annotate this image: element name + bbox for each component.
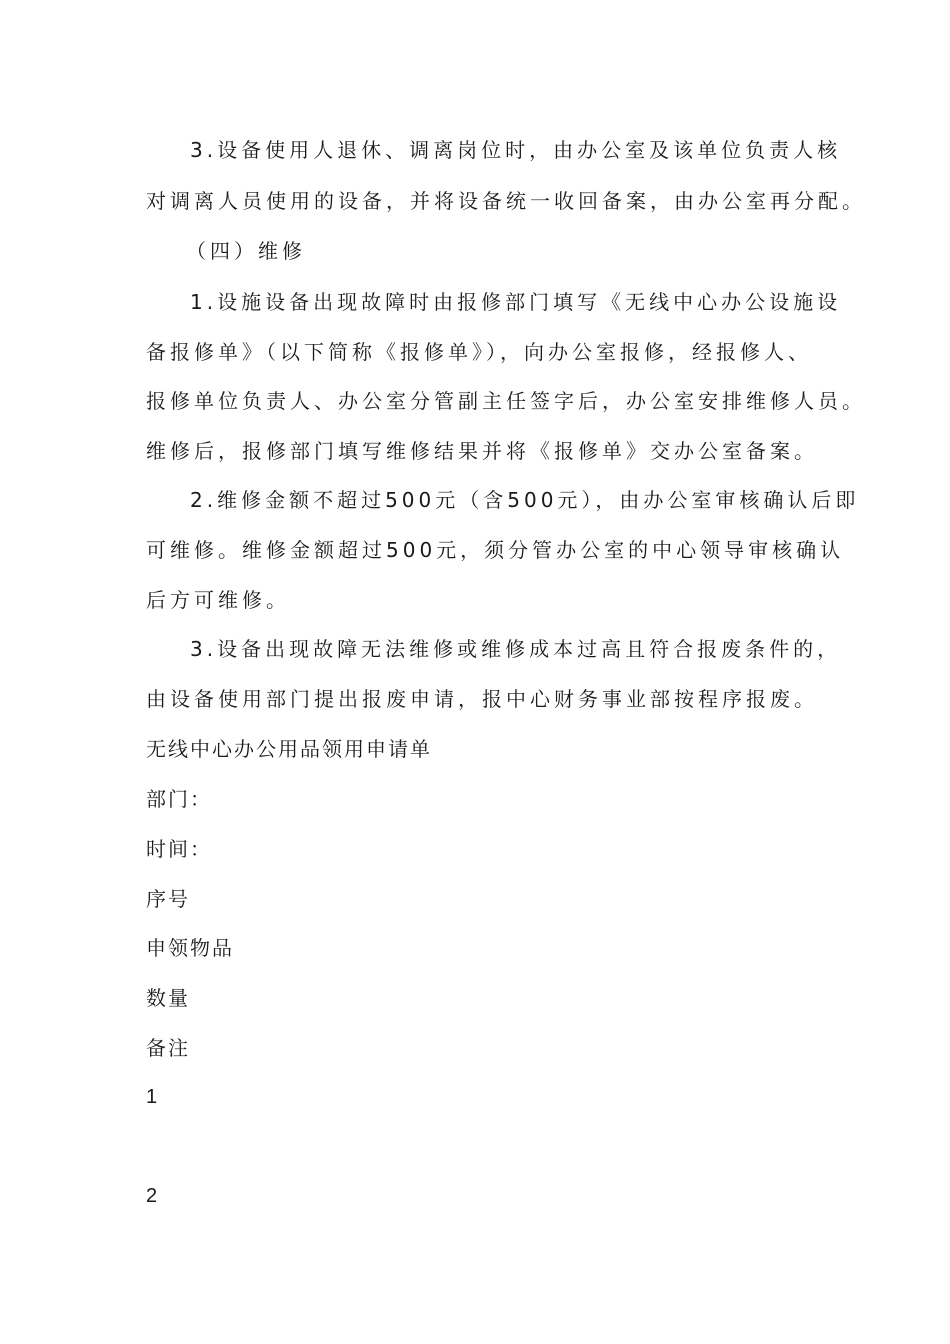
- column-header-item: 申领物品: [146, 936, 234, 960]
- para-repair-3-line-2: 由设备使用部门提出报废申请，报中心财务事业部按程序报废。: [146, 687, 818, 711]
- table-row-index-2: 2: [146, 1185, 158, 1207]
- para-repair-2-line-2: 可维修。维修金额超过500元，须分管办公室的中心领导审核确认: [146, 538, 845, 562]
- section-heading-repair: （四）维修: [186, 239, 306, 263]
- form-title: 无线中心办公用品领用申请单: [146, 737, 432, 761]
- para-retire-line-1: 3.设备使用人退休、调离岗位时，由办公室及该单位负责人核: [190, 138, 842, 162]
- para-repair-3-line-1: 3.设备出现故障无法维修或维修成本过高且符合报废条件的，: [190, 637, 842, 661]
- para-repair-1-line-3: 报修单位负责人、办公室分管副主任签字后，办公室安排维修人员。: [146, 389, 866, 413]
- para-repair-1-line-2: 备报修单》（以下简称《报修单》），向办公室报修，经报修人、: [146, 340, 812, 364]
- column-header-remarks: 备注: [146, 1036, 190, 1060]
- form-time-label: 时间：: [146, 837, 212, 861]
- para-repair-2-line-1: 2.维修金额不超过500元（含500元），由办公室审核确认后即: [190, 488, 860, 512]
- column-header-quantity: 数量: [146, 986, 190, 1010]
- form-department-label: 部门：: [146, 787, 212, 811]
- para-retire-line-2: 对调离人员使用的设备，并将设备统一收回备案，由办公室再分配。: [146, 189, 866, 213]
- para-repair-1-line-1: 1.设施设备出现故障时由报修部门填写《无线中心办公设施设: [190, 290, 842, 314]
- table-row-index-1: 1: [146, 1086, 158, 1108]
- para-repair-2-line-3: 后方可维修。: [146, 588, 290, 612]
- para-repair-1-line-4: 维修后，报修部门填写维修结果并将《报修单》交办公室备案。: [146, 439, 818, 463]
- column-header-index: 序号: [146, 887, 190, 911]
